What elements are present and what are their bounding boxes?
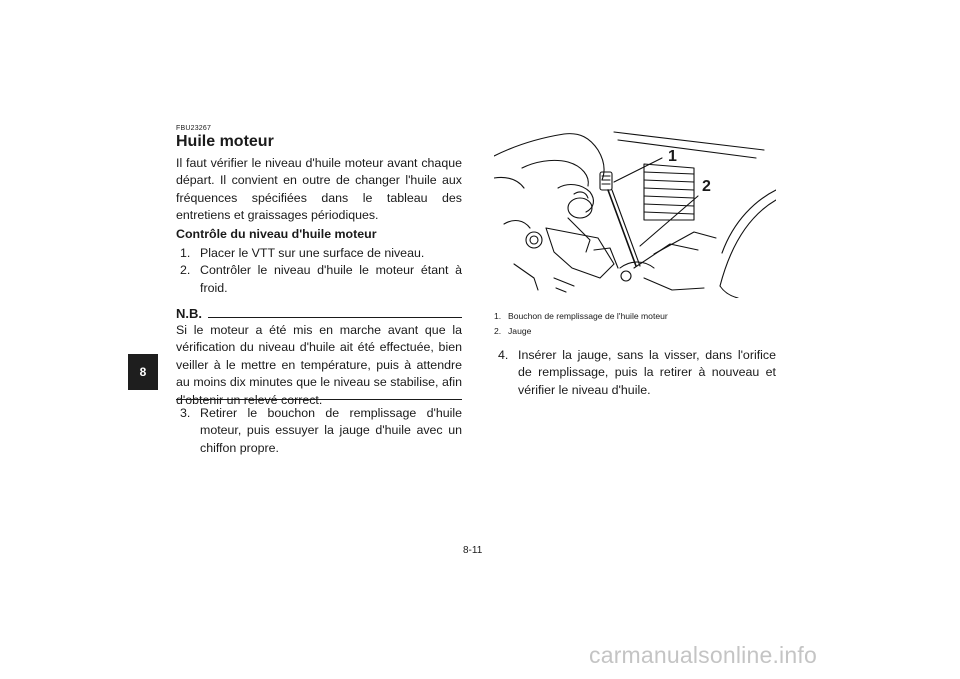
steps-list-a xyxy=(176,245,462,297)
intro-paragraph: Il faut vérifier le niveau d'huile moteur avant chaque départ. Il convient en outre de changer l'huile aux fréquences spécifiées dans le tableau des entretiens et graissages périodiques. xyxy=(176,156,462,223)
caption-row xyxy=(494,324,668,339)
caption-number: 2. xyxy=(494,326,502,336)
note-text: Si le moteur a été mis en marche avant que la vérification du niveau d'huile ait été effectuée, bien veiller à le mettre en température, puis à attendre au moins dix minutes que le niveau se stabilise, afin d'obtenir un relevé correct. xyxy=(176,323,462,407)
step-number: 2. xyxy=(180,263,191,278)
watermark: carmanualsonline.info xyxy=(589,642,817,668)
section-title: Huile moteur xyxy=(176,133,274,150)
step-text: Contrôler le niveau d'huile le moteur étant à froid. xyxy=(200,263,462,295)
engine-oil-illustration xyxy=(494,128,776,298)
steps-list-c xyxy=(494,347,776,399)
leader-line-1 xyxy=(614,158,662,182)
caption-text: Jauge xyxy=(508,326,532,336)
callout-1: 1 xyxy=(668,148,677,165)
leader-line-2 xyxy=(640,196,698,246)
chapter-tab: 8 xyxy=(128,354,158,390)
note-top-rule xyxy=(208,317,462,318)
step-text: Insérer la jauge, sans la visser, dans l'orifice de remplissage, puis la retirer à nouveau et vérifier le niveau d'huile. xyxy=(518,348,776,397)
note-header xyxy=(176,307,462,321)
list-item xyxy=(176,245,462,262)
list-item xyxy=(176,262,462,297)
oil-filler-cap xyxy=(600,172,612,190)
fender-outline xyxy=(722,190,776,253)
caption-number: 1. xyxy=(494,311,502,321)
step-text: Retirer le bouchon de remplissage d'huile moteur, puis essuyer la jauge d'huile avec un chiffon propre. xyxy=(200,406,462,455)
engine-fins xyxy=(644,164,694,220)
caption-row xyxy=(494,309,668,324)
caption-text: Bouchon de remplissage de l'huile moteur xyxy=(508,311,668,321)
list-item xyxy=(176,405,462,457)
step-number: 4. xyxy=(498,348,509,362)
step-text: Placer le VTT sur une surface de niveau. xyxy=(200,246,425,260)
note-bottom-rule xyxy=(176,399,462,400)
note-label: N.B. xyxy=(176,306,202,321)
subheading: Contrôle du niveau d'huile moteur xyxy=(176,227,377,241)
figure-captions xyxy=(494,309,668,339)
page-number: 8-11 xyxy=(463,545,483,556)
list-item xyxy=(494,347,776,399)
step-number: 1. xyxy=(180,246,191,260)
section-ref-code: FBU23267 xyxy=(176,125,212,132)
step-number: 3. xyxy=(180,406,191,420)
steps-list-b xyxy=(176,405,462,457)
callout-2: 2 xyxy=(702,178,711,195)
